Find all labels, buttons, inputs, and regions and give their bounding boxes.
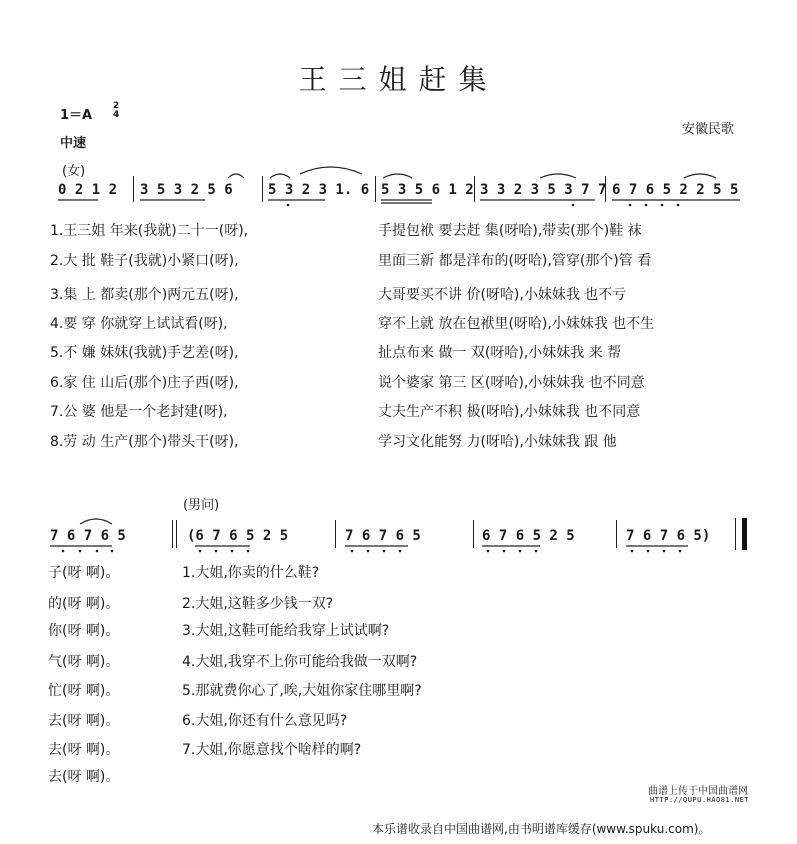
measure: 0 2 1 2: [58, 182, 118, 198]
measure: 7 6 7 6 5: [345, 528, 421, 544]
verse-lyric: 手提包袱 要去赶 集(呀哈),带卖(那个)鞋 袜: [378, 223, 642, 239]
ending-lyric: 去(呀 啊)。: [48, 742, 120, 758]
male-question: 5.那就费你心了,唉,大姐你家住哪里啊?: [182, 683, 422, 699]
ending-lyric: 忙(呀 啊)。: [48, 683, 120, 699]
source-note: 本乐谱收录自中国曲谱网,由书明谱库缓存(www.spuku.com)。: [372, 822, 711, 836]
measure: 7 6 7 6 5): [626, 528, 711, 544]
verse-lyric: 说个婆家 第三 区(呀哈),小妹妹我 也不同意: [378, 375, 645, 391]
measure: 3 5 3 2 5 6: [140, 182, 233, 198]
ending-lyric: 子(呀 啊)。: [48, 565, 120, 581]
ending-lyric: 的(呀 啊)。: [48, 596, 120, 612]
verse-lyric: 里面三新 都是洋布的(呀哈),管穿(那个)管 看: [378, 253, 652, 269]
measure: 3 3 2 3 5 3 7 7: [480, 182, 607, 198]
male-question: 7.大姐,你愿意找个啥样的啊?: [182, 742, 362, 758]
measure: 5 3 2 3 1. 6: [268, 182, 370, 198]
male-question: 4.大姐,我穿不上你可能给我做一双啊?: [182, 654, 418, 670]
ending-lyric: 气(呀 啊)。: [48, 654, 120, 670]
measure: 6 7 6 5 2 5: [482, 528, 575, 544]
key-signature: 1＝A: [60, 108, 93, 123]
ending-lyric: 去(呀 啊)。: [48, 713, 120, 729]
verse-lyric: 3.集 上 都卖(那个)两元五(呀),: [50, 287, 239, 303]
male-question: 2.大姐,这鞋多少钱一双?: [182, 596, 334, 612]
part-label-female: (女): [62, 164, 86, 179]
verse-lyric: 1.王三姐 年来(我就)二十一(呀),: [50, 223, 249, 239]
verse-lyric: 8.劳 动 生产(那个)带头干(呀),: [50, 434, 239, 450]
watermark-site: 曲谱上传于中国曲谱网: [648, 786, 748, 797]
measure: 7 6 7 6 5: [50, 528, 126, 544]
verse-lyric: 4.要 穿 你就穿上试试看(呀),: [50, 316, 228, 332]
song-origin: 安徽民歌: [682, 122, 735, 137]
male-question: 6.大姐,你还有什么意见吗?: [182, 713, 348, 729]
measure: (6 7 6 5 2 5: [187, 528, 289, 544]
verse-lyric: 2.大 批 鞋子(我就)小紧口(呀),: [50, 253, 239, 269]
verse-lyric: 丈夫生产不积 极(呀哈),小妹妹我 也不同意: [378, 404, 641, 420]
verse-lyric: 学习文化能努 力(呀哈),小妹妹我 跟 他: [378, 434, 617, 450]
verse-lyric: 穿不上就 放在包袱里(呀哈),小妹妹我 也不生: [378, 316, 655, 332]
verse-lyric: 大哥要买不讲 价(呀哈),小妹妹我 也不亏: [378, 287, 627, 303]
verse-lyric: 7.公 婆 他是一个老封建(呀),: [50, 404, 228, 420]
time-signature-bottom: 4: [113, 110, 120, 120]
verse-lyric: 5.不 嫌 妹妹(我就)手艺差(呀),: [50, 345, 239, 361]
watermark-url: HTTP://QUPU.HAO81.NET: [650, 796, 750, 804]
verse-lyric: 6.家 住 山后(那个)庄子西(呀),: [50, 375, 239, 391]
time-signature-top: 2: [113, 101, 120, 111]
ending-lyric: 去(呀 啊)。: [48, 769, 120, 785]
page-title: 王三姐赶集: [298, 63, 499, 96]
ending-lyric: 你(呀 啊)。: [48, 623, 120, 639]
male-question: 3.大姐,这鞋可能给我穿上试试啊?: [182, 623, 390, 639]
measure: 6 7 6 5 2 2 5 5: [612, 182, 739, 198]
part-label-male: (男问): [183, 498, 220, 513]
tempo-marking: 中速: [60, 136, 87, 151]
verse-lyric: 扯点布来 做一 双(呀哈),小妹妹我 来 帮: [378, 345, 622, 361]
measure: 5 3 5 6 1 2: [381, 182, 474, 198]
male-question: 1.大姐,你卖的什么鞋?: [182, 565, 320, 581]
